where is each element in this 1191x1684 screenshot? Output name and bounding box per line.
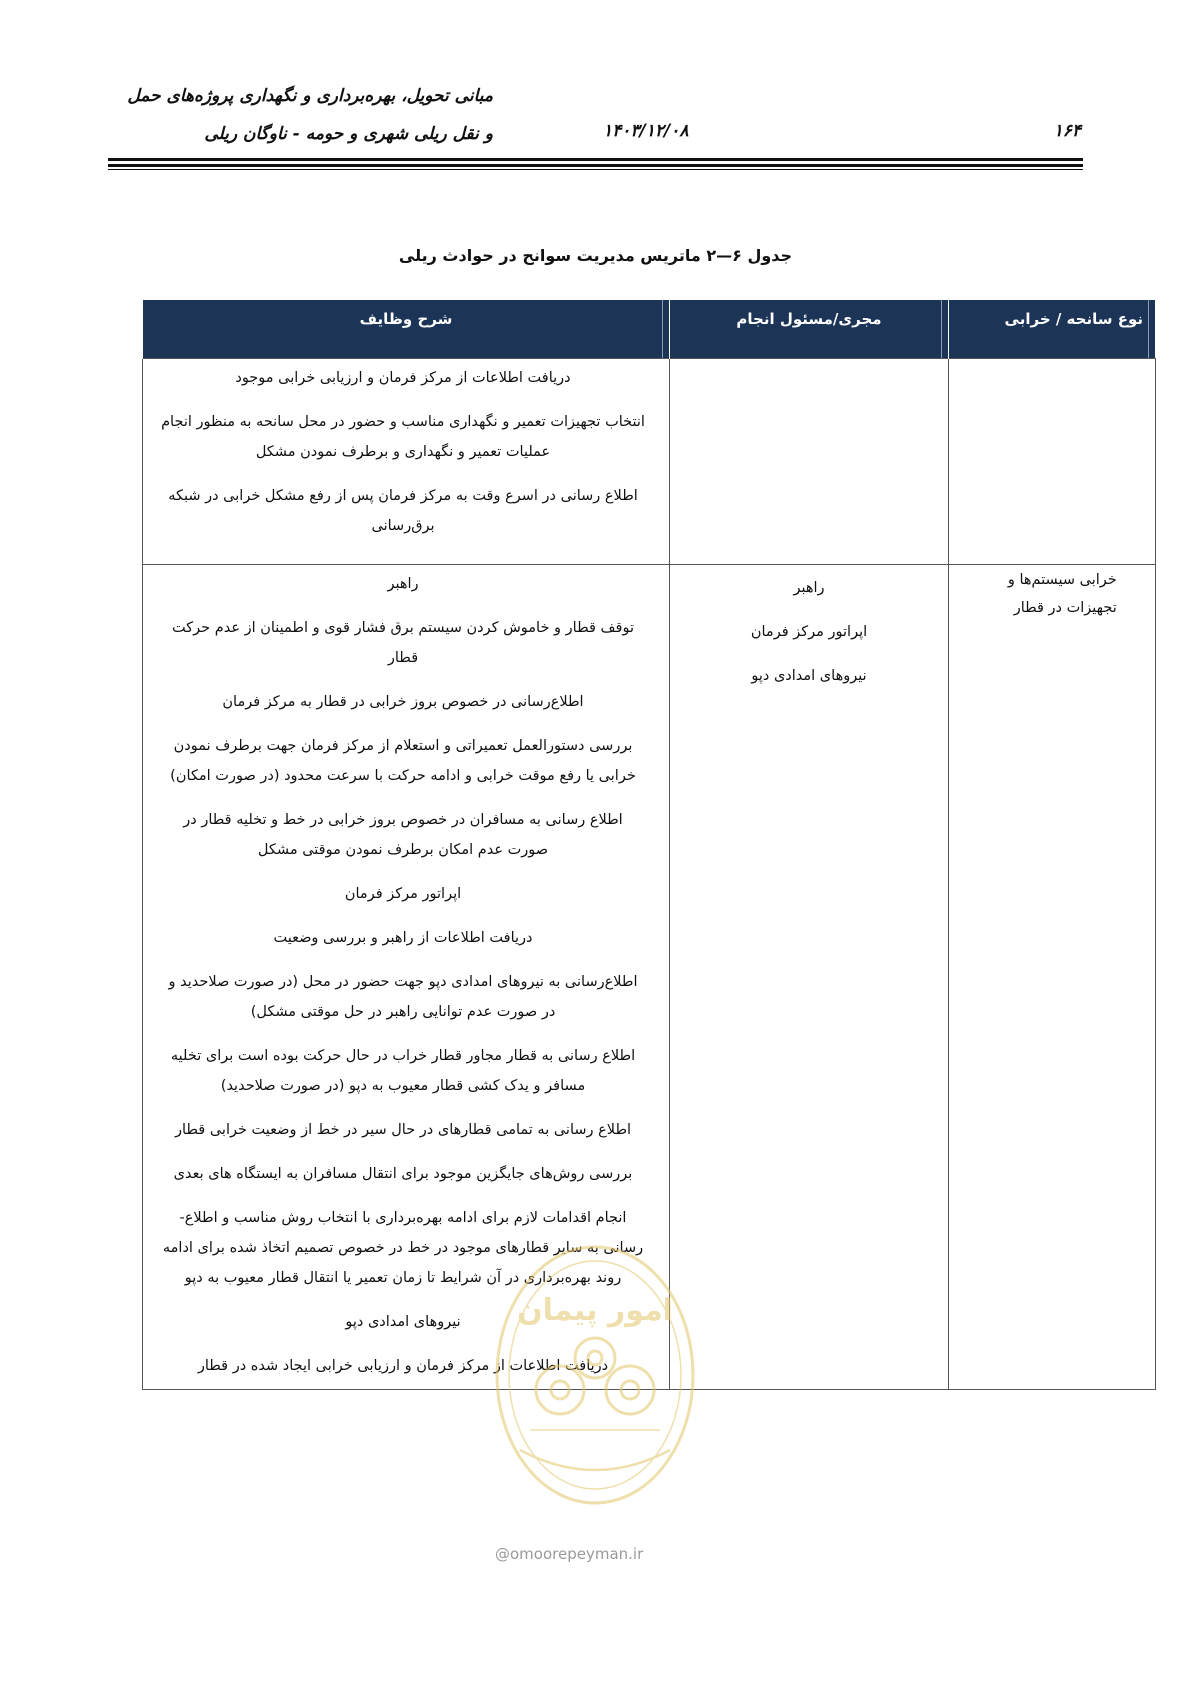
type-cell bbox=[949, 565, 1156, 1390]
actor-cell bbox=[670, 565, 949, 1390]
duty-item: دریافت اطلاعات از راهبر و بررسی وضعیت bbox=[273, 930, 533, 946]
duty-item: انتخاب تجهیزات تعمیر و نگهداری مناسب و حضور در محل سانحه به منظور انجام عملیات تعمیر و نگهداری و برطرف نمودن مشکل bbox=[161, 414, 645, 460]
duty-group-heading: نیروهای امدادی دپو bbox=[345, 1314, 461, 1330]
column-header-actor: مجری/مسئول انجام bbox=[670, 300, 949, 359]
actor-name: راهبر bbox=[793, 580, 825, 596]
actor-name: نیروهای امدادی دپو bbox=[751, 668, 867, 684]
header-rule bbox=[108, 164, 1083, 167]
header-rule bbox=[108, 169, 1083, 170]
footer-url: @omoorepeyman.ir bbox=[495, 1545, 644, 1563]
actor-cell bbox=[670, 359, 949, 565]
seal-text: امور پیمان bbox=[517, 1293, 673, 1328]
duty-item: توقف قطار و خاموش کردن سیستم برق فشار قوی و اطمینان از عدم حرکت قطار bbox=[172, 620, 634, 666]
duty-item: انجام اقدامات لازم برای ادامه بهره‌برداری با انتخاب روش مناسب و اطلاع-رسانی به سایر قطارهای موجود در خط در خصوص تصمیم اتخاذ شده برای ادامه روند بهره‌برداری در آن شرایط تا زمان تعمیر یا انتقال قطار معیوب به دپو bbox=[162, 1210, 644, 1286]
header-date: ۱۴۰۳/۱۲/۰۸ bbox=[603, 121, 689, 141]
incident-matrix-table bbox=[142, 300, 1156, 1390]
column-header-type: نوع سانحه / خرابی bbox=[949, 300, 1156, 359]
seal-shape bbox=[497, 1247, 693, 1503]
page-number: ۱۶۴ bbox=[1053, 121, 1081, 141]
duty-group-heading: اپراتور مرکز فرمان bbox=[344, 886, 462, 902]
duty-item: دریافت اطلاعات از مرکز فرمان و ارزیابی خرابی ایجاد شده در قطار bbox=[197, 1358, 609, 1374]
header-title-line-2: و نقل ریلی شهری و حومه - ناوگان ریلی bbox=[204, 124, 493, 144]
actor-name: اپراتور مرکز فرمان bbox=[750, 624, 868, 640]
table-caption: جدول ۶—۲ ماتریس مدیریت سوانح در حوادث ریلی bbox=[398, 246, 793, 265]
duty-item: اطلاع رسانی به مسافران در خصوص بروز خرابی در خط و تخلیه قطار در صورت عدم امکان برطرف نمودن موقتی مشکل bbox=[183, 812, 623, 858]
duties-cell bbox=[143, 359, 670, 565]
duty-item: بررسی دستورالعمل تعمیراتی و استعلام از مرکز فرمان جهت برطرف نمودن خرابی یا رفع موقت خرابی و ادامه حرکت با سرعت محدود (در صورت امکان) bbox=[170, 738, 636, 784]
duty-item: اطلاع‌رسانی به نیروهای امدادی دپو جهت حضور در محل (در صورت صلاحدید و در صورت عدم توانایی راهبر در حل موقتی مشکل) bbox=[168, 974, 638, 1020]
duty-item: اطلاع رسانی در اسرع وقت به مرکز فرمان پس از رفع مشکل خرابی در شبکه برق‌رسانی bbox=[168, 488, 638, 534]
duty-item: اطلاع رسانی به قطار مجاور قطار خراب در حال حرکت بوده است برای تخلیه مسافر و یدک کشی قطار معیوب به دپو (در صورت صلاحدید) bbox=[170, 1048, 636, 1094]
company-seal-watermark-icon bbox=[490, 1240, 700, 1510]
duty-item: اطلاع رسانی به تمامی قطارهای در حال سیر در خط از وضعیت خرابی قطار bbox=[174, 1122, 632, 1138]
type-cell bbox=[949, 359, 1156, 565]
incident-type: خرابی سیستم‌ها و تجهیزات در قطار bbox=[1007, 572, 1117, 616]
header-title-line-1: مبانی تحویل، بهره‌برداری و نگهداری پروژه‌های حمل bbox=[127, 86, 493, 106]
column-header-duties: شرح وظایف bbox=[143, 300, 670, 359]
page-header bbox=[108, 78, 1083, 158]
duty-item: دریافت اطلاعات از مرکز فرمان و ارزیابی خرابی موجود bbox=[235, 370, 571, 386]
duty-item: اطلاع‌رسانی در خصوص بروز خرابی در قطار به مرکز فرمان bbox=[222, 694, 584, 710]
table-row bbox=[143, 359, 1156, 565]
table-header-row bbox=[143, 300, 1156, 359]
duty-group-heading: راهبر bbox=[387, 576, 419, 592]
duty-item: بررسی روش‌های جایگزین موجود برای انتقال مسافران به ایستگاه های بعدی bbox=[173, 1166, 633, 1182]
header-rule bbox=[108, 158, 1083, 161]
